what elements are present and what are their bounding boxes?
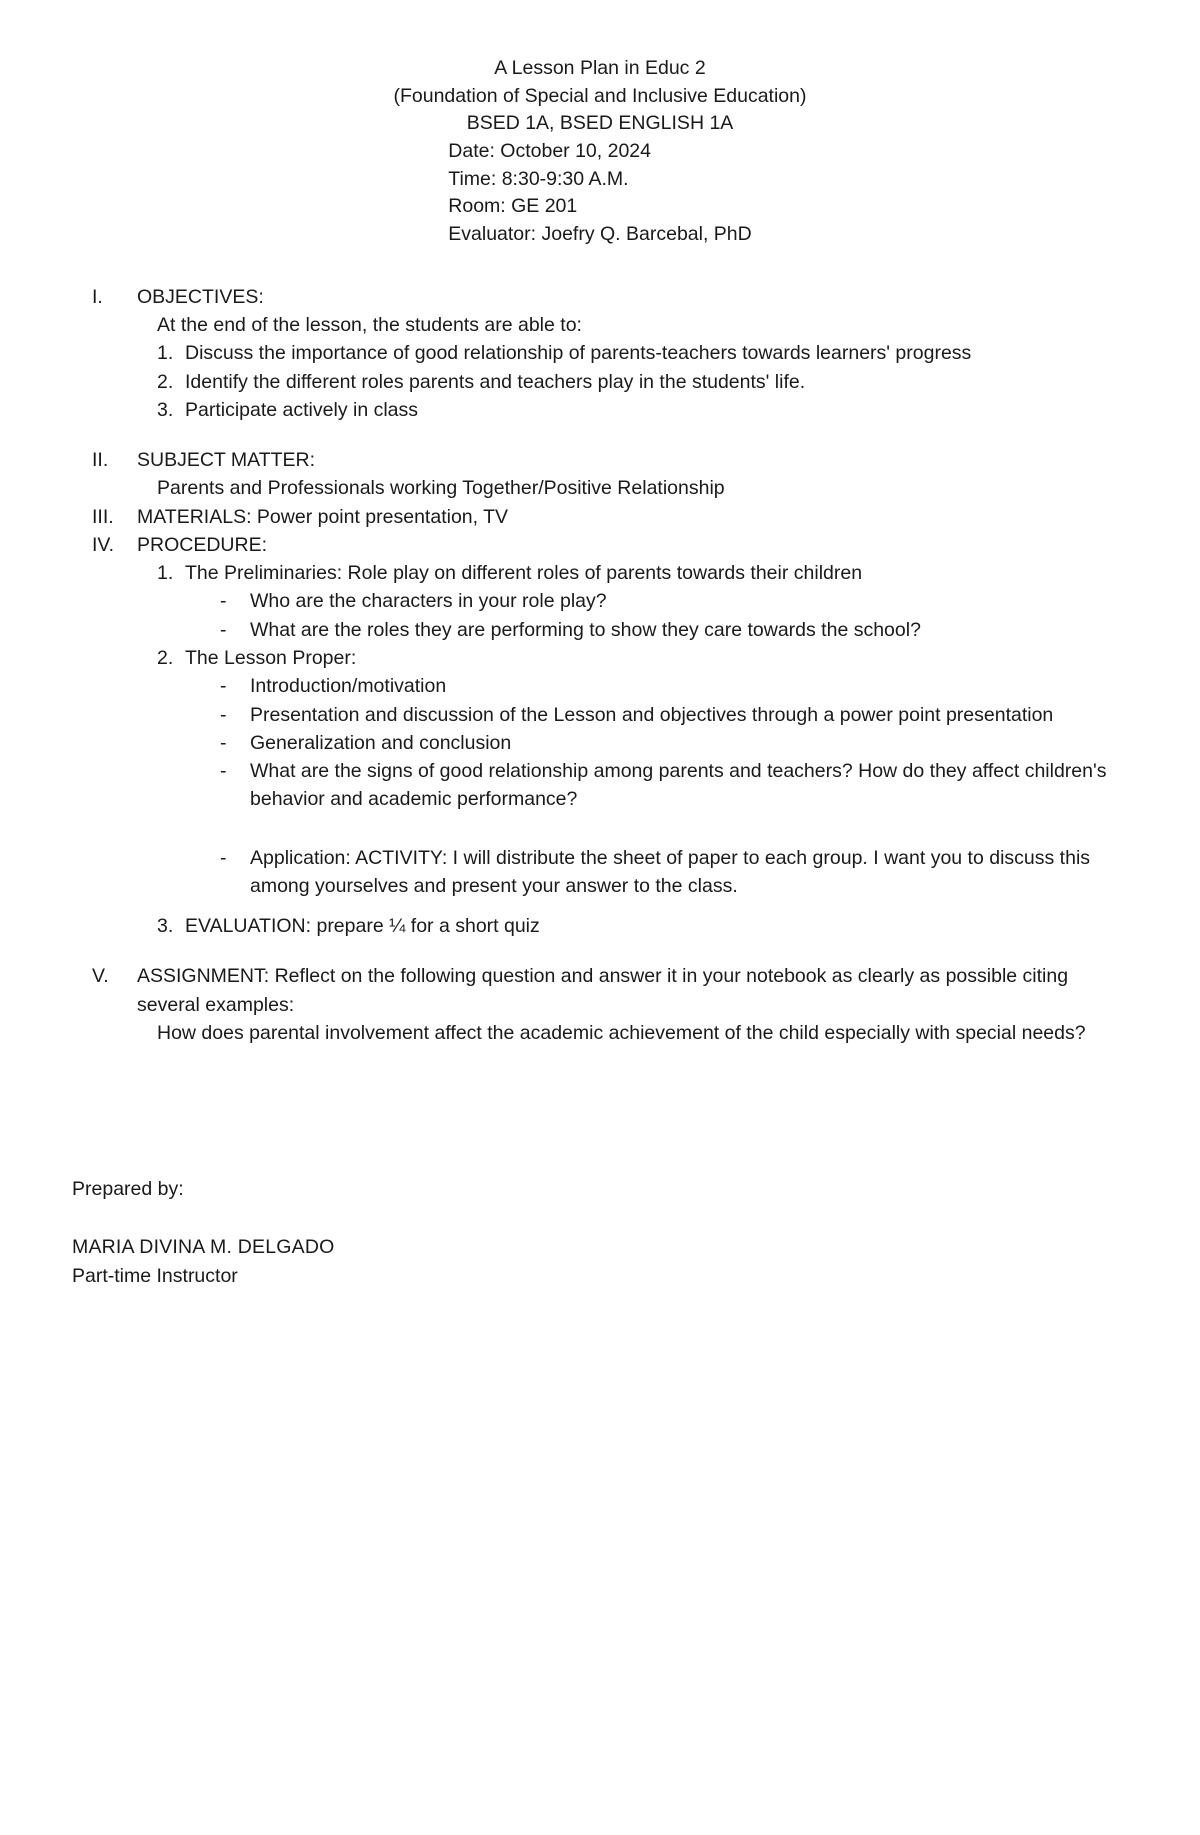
list-item [72, 701, 1128, 729]
subject-matter-body: Parents and Professionals working Together/Positive Relationship [157, 477, 725, 500]
list-text: What are the roles they are performing to show they care towards the school? [250, 618, 921, 641]
list-marker: 2. [157, 370, 174, 393]
procedure-heading: PROCEDURE: [137, 533, 268, 556]
lesson-room: Room: GE 201 [448, 195, 578, 218]
list-marker: - [220, 590, 227, 613]
list-item [72, 396, 1128, 424]
assignment-question: How does parental involvement affect the academic achievement of the child especially with special needs? [157, 1021, 1086, 1044]
materials-numeral: III. [92, 505, 114, 528]
list-text: Introduction/motivation [250, 675, 447, 698]
section-subject-matter [72, 446, 1128, 503]
section-assignment [72, 962, 1128, 1047]
list-text: Identify the different roles parents and teachers play in the students' life. [185, 370, 806, 393]
list-text: Generalization and conclusion [250, 731, 512, 754]
preparer-position: Part-time Instructor [72, 1264, 238, 1287]
list-marker: 1. [157, 562, 174, 585]
objectives-heading: OBJECTIVES: [137, 285, 264, 308]
lesson-date: Date: October 10, 2024 [448, 140, 651, 163]
procedure-numeral: IV. [92, 533, 115, 556]
document-subtitle: (Foundation of Special and Inclusive Education) [393, 84, 807, 107]
materials-heading: MATERIALS: Power point presentation, TV [137, 505, 509, 528]
list-item [72, 729, 1128, 757]
list-marker: - [220, 731, 227, 754]
preparer-name: MARIA DIVINA M. DELGADO [72, 1236, 335, 1259]
list-marker: 2. [157, 647, 174, 669]
list-text: Presentation and discussion of the Lesson and objectives through a power point presentation [250, 703, 1054, 726]
list-item [72, 644, 1128, 672]
section-objectives [72, 283, 1128, 424]
list-text: Discuss the importance of good relationship of parents-teachers towards learners' progress [185, 342, 972, 365]
list-item [72, 757, 1128, 814]
section-procedure [72, 531, 1128, 940]
list-item [72, 616, 1128, 644]
objectives-lead: At the end of the lesson, the students are able to: [157, 314, 582, 337]
list-marker: - [220, 675, 227, 698]
list-marker: 3. [157, 398, 174, 421]
list-text: What are the signs of good relationship among parents and teachers? How do they affect children's behavior and academic performance? [250, 760, 1107, 811]
list-text: The Preliminaries: Role play on different roles of parents towards their children [185, 562, 863, 585]
prepared-by-label: Prepared by: [72, 1178, 184, 1201]
objectives-numeral: I. [92, 285, 103, 308]
list-text: Who are the characters in your role play? [250, 590, 607, 613]
list-item [72, 339, 1128, 367]
assignment-heading: ASSIGNMENT: Reflect on the following question and answer it in your notebook as clearly as possible citing several examples: [137, 965, 1069, 1016]
list-marker: 3. [157, 915, 174, 938]
lesson-evaluator: Evaluator: Joefry Q. Barcebal, PhD [448, 223, 752, 246]
list-item [72, 672, 1128, 700]
list-item [72, 368, 1128, 396]
lesson-time: Time: 8:30-9:30 A.M. [448, 167, 629, 190]
subject-matter-numeral: II. [92, 449, 109, 472]
subject-matter-heading: SUBJECT MATTER: [137, 449, 316, 472]
list-marker: - [220, 703, 227, 726]
list-item [72, 912, 1128, 940]
class-section: BSED 1A, BSED ENGLISH 1A [466, 112, 734, 135]
list-item [72, 844, 1128, 901]
section-materials [72, 503, 1128, 531]
document-header [72, 55, 1128, 249]
document-footer [72, 1175, 1128, 1290]
list-item [72, 559, 1128, 587]
list-marker: - [220, 760, 227, 783]
document-title: A Lesson Plan in Educ 2 [494, 57, 706, 79]
list-text: Participate actively in class [185, 398, 419, 421]
list-marker: - [220, 846, 227, 869]
list-marker: - [220, 618, 227, 641]
list-text: The Lesson Proper: [185, 647, 357, 669]
assignment-numeral: V. [92, 965, 109, 988]
list-text: EVALUATION: prepare ¼ for a short quiz [185, 915, 540, 938]
list-text: Application: ACTIVITY: I will distribute the sheet of paper to each group. I want you to discuss this among yourselves and present your answer to the class. [250, 846, 1091, 897]
list-marker: 1. [157, 342, 174, 365]
list-item [72, 587, 1128, 615]
